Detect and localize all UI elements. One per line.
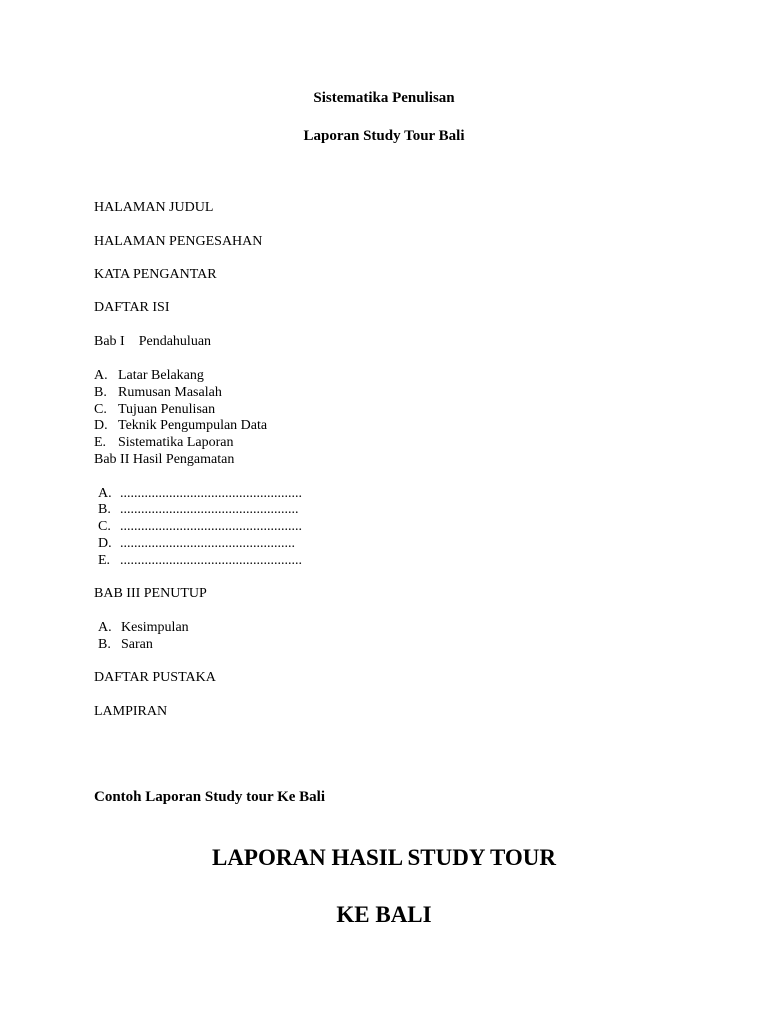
- list-marker: B.: [98, 502, 111, 517]
- list-item: [98, 520, 302, 534]
- list-item: [98, 621, 189, 635]
- section-daftar-isi: DAFTAR ISI: [94, 300, 170, 315]
- list-item: [98, 537, 295, 551]
- list-item: [94, 369, 204, 383]
- list-marker: A.: [98, 486, 112, 501]
- list-item-text: Latar Belakang: [118, 368, 204, 383]
- list-marker: D.: [94, 418, 108, 433]
- list-item-placeholder: ..................................................: [120, 536, 295, 551]
- document-heading: Sistematika Penulisan: [313, 90, 455, 106]
- list-marker: A.: [94, 368, 108, 383]
- section-kata-pengantar: KATA PENGANTAR: [94, 267, 217, 282]
- list-item: [98, 503, 299, 517]
- list-marker: B.: [94, 385, 107, 400]
- list-item-placeholder: ....................................................: [120, 553, 302, 568]
- list-item: [98, 554, 302, 568]
- list-marker: B.: [98, 637, 111, 652]
- list-item-text: Tujuan Penulisan: [118, 402, 216, 417]
- document-subheading: Laporan Study Tour Bali: [303, 128, 465, 144]
- list-item-text: Teknik Pengumpulan Data: [118, 418, 268, 433]
- list-item-text: Kesimpulan: [121, 620, 189, 635]
- list-item: [98, 638, 153, 652]
- section-halaman-pengesahan: HALAMAN PENGESAHAN: [94, 234, 263, 249]
- list-item-text: Sistematika Laporan: [118, 435, 234, 450]
- list-item-placeholder: ....................................................: [120, 519, 302, 534]
- list-item-text: Rumusan Masalah: [118, 385, 222, 400]
- list-marker: A.: [98, 620, 112, 635]
- list-item: [94, 419, 267, 433]
- list-item: [98, 487, 302, 501]
- section-daftar-pustaka: DAFTAR PUSTAKA: [94, 670, 216, 685]
- example-heading: Contoh Laporan Study tour Ke Bali: [94, 789, 326, 805]
- section-lampiran: LAMPIRAN: [94, 704, 168, 719]
- section-bab-3: BAB III PENUTUP: [94, 586, 207, 601]
- list-item-text: Saran: [121, 637, 153, 652]
- list-item: [94, 436, 233, 450]
- list-marker: C.: [98, 519, 111, 534]
- report-title-line-1: LAPORAN HASIL STUDY TOUR: [211, 845, 556, 870]
- report-title-line-2: KE BALI: [336, 902, 432, 927]
- list-item-placeholder: ....................................................: [120, 486, 302, 501]
- list-marker: E.: [98, 553, 111, 568]
- section-bab-1: Bab I Pendahuluan: [94, 334, 212, 349]
- list-item: [94, 386, 222, 400]
- list-marker: C.: [94, 402, 107, 417]
- list-marker: D.: [98, 536, 112, 551]
- list-item-placeholder: ...................................................: [120, 502, 299, 517]
- list-item: [94, 403, 215, 417]
- section-bab-2: Bab II Hasil Pengamatan: [94, 452, 235, 467]
- section-halaman-judul: HALAMAN JUDUL: [94, 200, 214, 215]
- list-marker: E.: [94, 435, 107, 450]
